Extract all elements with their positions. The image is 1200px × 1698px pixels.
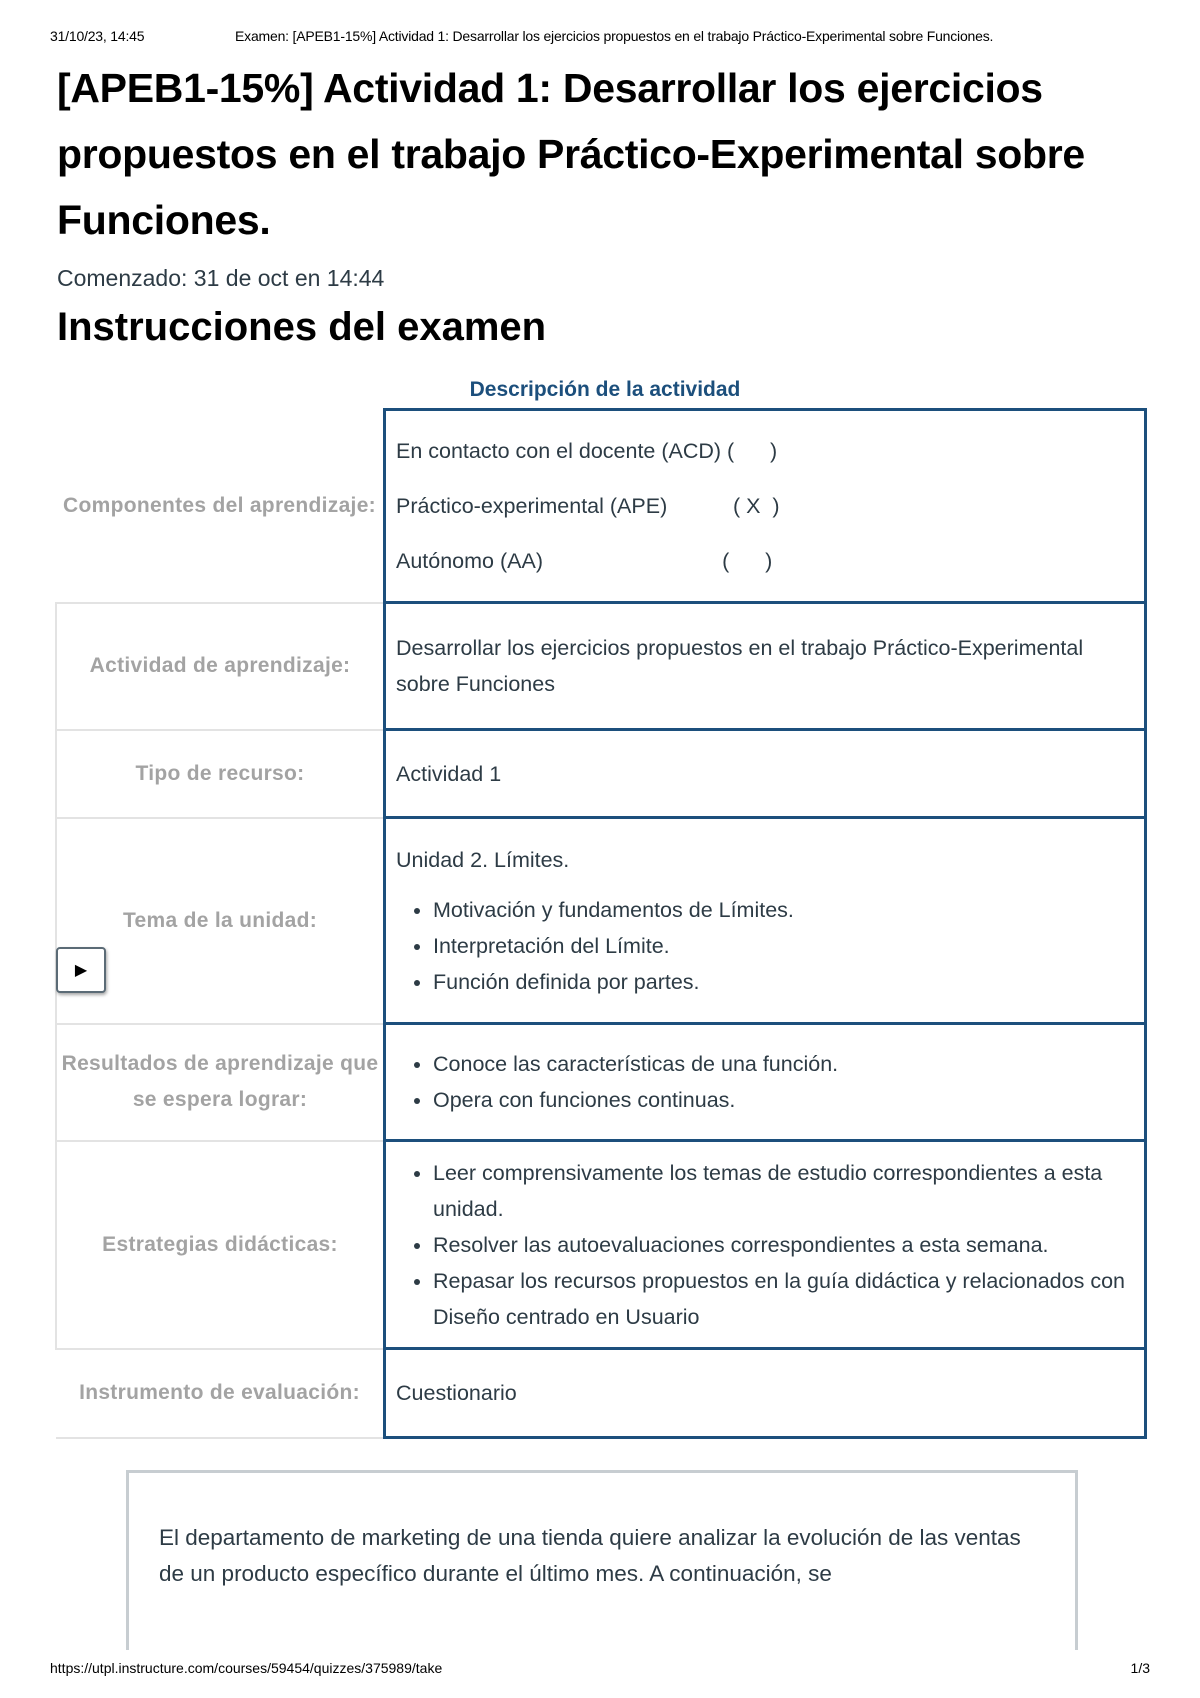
print-header [50, 28, 1150, 48]
components-label: Componentes del aprendizaje: [63, 493, 376, 517]
component-mark: ( ) [721, 439, 778, 463]
print-date: 31/10/23, 14:45 [50, 28, 145, 44]
quiz-started-time: Comenzado: 31 de oct en 14:44 [57, 265, 385, 291]
component-name: Práctico-experimental (APE) [396, 494, 668, 518]
unit-topic-label: Tema de la unidad: [56, 818, 385, 1024]
component-item [396, 479, 1134, 534]
component-name: En contacto con el docente (ACD) [396, 439, 722, 463]
table-row [56, 603, 1146, 730]
list-item: • Leer comprensivamente los temas de estudio correspondientes a esta unidad. [433, 1155, 1134, 1227]
components-value [385, 410, 1146, 603]
table-row [56, 818, 1146, 1024]
component-item [396, 534, 1134, 589]
learning-results-label: Resultados de aprendizaje que se espera lograr: [56, 1024, 385, 1141]
question-container [126, 1470, 1078, 1650]
unit-title: Unidad 2. Límites. [396, 847, 570, 872]
instructions-heading: Instrucciones del examen [57, 305, 547, 349]
evaluation-instrument-label: Instrumento de evaluación: [56, 1349, 385, 1438]
play-icon: ▶ [74, 962, 88, 979]
component-item [396, 424, 1134, 479]
resource-type-value: Actividad 1 [385, 730, 1146, 818]
activity-value: Desarrollar los ejercicios propuestos en el trabajo Práctico-Experimental sobre Funciones [385, 603, 1146, 730]
component-mark: ( X ) [667, 494, 780, 518]
learning-results-value [385, 1024, 1146, 1141]
list-item: • Interpretación del Límite. [433, 928, 1134, 964]
print-document-title: Examen: [APEB1-15%] Actividad 1: Desarrollar los ejercicios propuestos en el trabajo Práctico-Experimental sobre Funciones. [235, 28, 994, 44]
activity-label: Actividad de aprendizaje: [56, 603, 385, 730]
print-page-number: 1/3 [1130, 1660, 1150, 1676]
print-url: https://utpl.instructure.com/courses/59454/quizzes/375989/take [50, 1660, 443, 1676]
table-row [56, 1141, 1146, 1349]
media-play-button[interactable] [56, 947, 106, 993]
component-name: Autónomo (AA) [396, 549, 543, 573]
evaluation-instrument-value: Cuestionario [385, 1349, 1146, 1438]
list-item: • Motivación y fundamentos de Límites. [433, 892, 1134, 928]
learning-results-list [396, 1046, 1134, 1118]
print-footer [50, 1660, 1150, 1680]
list-item: • Conoce las características de una función. [433, 1046, 1134, 1082]
question-text: El departamento de marketing de una tienda quiere analizar la evolución de las ventas de un producto específico durante el último mes. A continuación, se [159, 1525, 1021, 1586]
quiz-title: [APEB1-15%] Actividad 1: Desarrollar los ejercicios propuestos en el trabajo Práctico-Experimental sobre Funciones. [57, 65, 1085, 243]
unit-topic-value [385, 818, 1146, 1024]
strategies-value [385, 1141, 1146, 1349]
strategies-list [396, 1155, 1134, 1335]
component-mark: ( ) [542, 549, 773, 573]
table-row [56, 1349, 1146, 1438]
list-item: • Opera con funciones continuas. [433, 1082, 1134, 1118]
list-item: • Función definida por partes. [433, 964, 1134, 1000]
table-row [56, 410, 1146, 603]
resource-type-label: Tipo de recurso: [56, 730, 385, 818]
list-item: • Repasar los recursos propuestos en la guía didáctica y relacionados con Diseño centrado en Usuario [433, 1263, 1134, 1335]
activity-table-caption: Descripción de la actividad [469, 378, 741, 401]
table-row [56, 1024, 1146, 1141]
unit-topics-list [396, 892, 1134, 1000]
strategies-label: Estrategias didácticas: [56, 1141, 385, 1349]
list-item: • Resolver las autoevaluaciones correspondientes a esta semana. [433, 1227, 1134, 1263]
table-row [56, 730, 1146, 818]
activity-description-table [55, 408, 1147, 1439]
